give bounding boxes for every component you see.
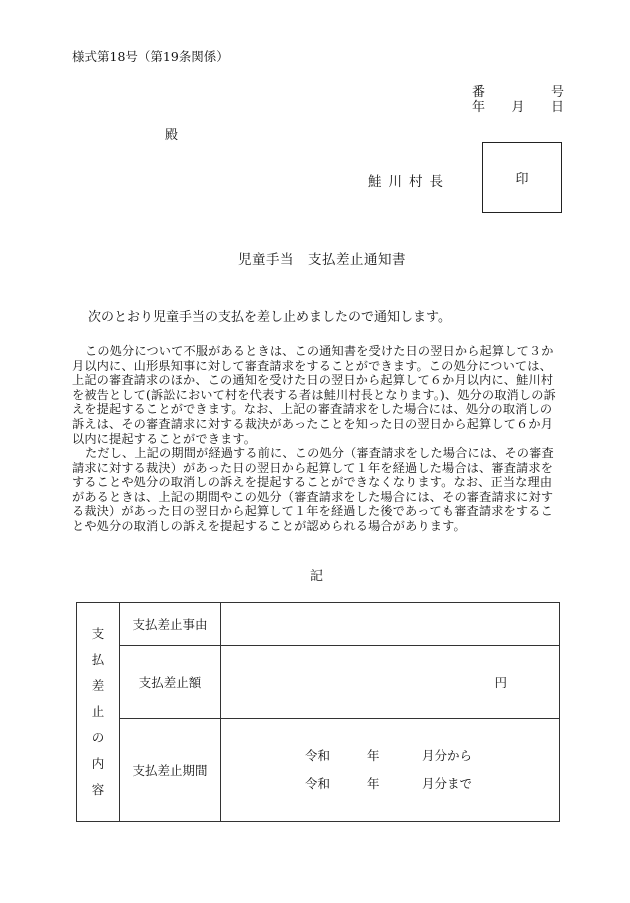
intro-text: 次のとおり児童手当の支払を差し止めましたので通知します。	[88, 310, 451, 325]
yen-unit: 円	[494, 675, 507, 690]
issuer-name: 鮭川村長	[368, 174, 450, 190]
seal-box	[482, 142, 562, 213]
vertical-char: 内	[91, 756, 105, 771]
vertical-char: 容	[91, 782, 105, 797]
number-label-go: 号	[550, 85, 564, 100]
title-right: 支払差止通知書	[308, 252, 406, 268]
ki-heading: 記	[310, 569, 324, 584]
period-value	[221, 719, 560, 822]
period-to-line: 令和 年 月分まで	[305, 776, 473, 791]
document-title	[238, 248, 406, 268]
date-month-label: 月	[511, 100, 525, 115]
amount-value	[221, 646, 560, 719]
vertical-char: の	[91, 730, 105, 745]
vertical-char: 払	[91, 652, 105, 667]
number-label-ban: 番	[472, 85, 486, 100]
period-label: 支払差止期間	[120, 719, 221, 822]
amount-label: 支払差止額	[120, 646, 221, 719]
addressee-suffix: 殿	[165, 128, 179, 143]
suspension-details-table	[76, 602, 560, 822]
table-row-period	[77, 719, 560, 822]
period-from-line: 令和 年 月分から	[305, 748, 473, 763]
date-line	[472, 96, 564, 115]
appeal-paragraph-1: この処分について不服があるときは、この通知書を受けた日の翌日から起算して３か月以内に、山形県知事に対して審査請求をすることができます。この処分については、上記の審査請求のほか、この通知を受けた日の翌日から起算して６か月以内に、鮭川村を被告として(訴訟において村を代表する者は鮭川村長となります。)、処分の取消しの訴えを提起することができます。なお、上記の審査請求をした場合には、処分の取消しの訴えは、その審査請求に対する裁決があったことを知った日の翌日から起算して６か月以内に提起することができます。	[72, 344, 556, 446]
table-row-reason	[77, 603, 560, 646]
reason-label: 支払差止事由	[120, 603, 221, 646]
form-number: 様式第18号（第19条関係）	[72, 49, 229, 64]
reason-value	[221, 603, 560, 646]
date-day-label: 日	[550, 100, 564, 115]
date-year-label: 年	[472, 100, 486, 115]
seal-label: 印	[515, 172, 529, 187]
table-row-amount	[77, 646, 560, 719]
appeal-paragraph-2: ただし、上記の期間が経過する前に、この処分（審査請求をした場合には、その審査請求に対する裁決）があった日の翌日から起算して１年を経過した場合は、審査請求をすることや処分の取消しの訴えを提起することができなくなります。なお、正当な理由があるときは、上記の期間やこの処分（審査請求をした場合には、その審査請求に対する裁決）があった日の翌日から起算して１年を経過した後であっても審査請求をすることや処分の取消しの訴えを提起することが認められる場合があります。	[72, 446, 554, 533]
vertical-char: 止	[91, 704, 105, 719]
vertical-heading	[77, 603, 120, 822]
vertical-char: 支	[91, 626, 105, 641]
vertical-char: 差	[91, 678, 105, 693]
title-left: 児童手当	[238, 252, 294, 268]
